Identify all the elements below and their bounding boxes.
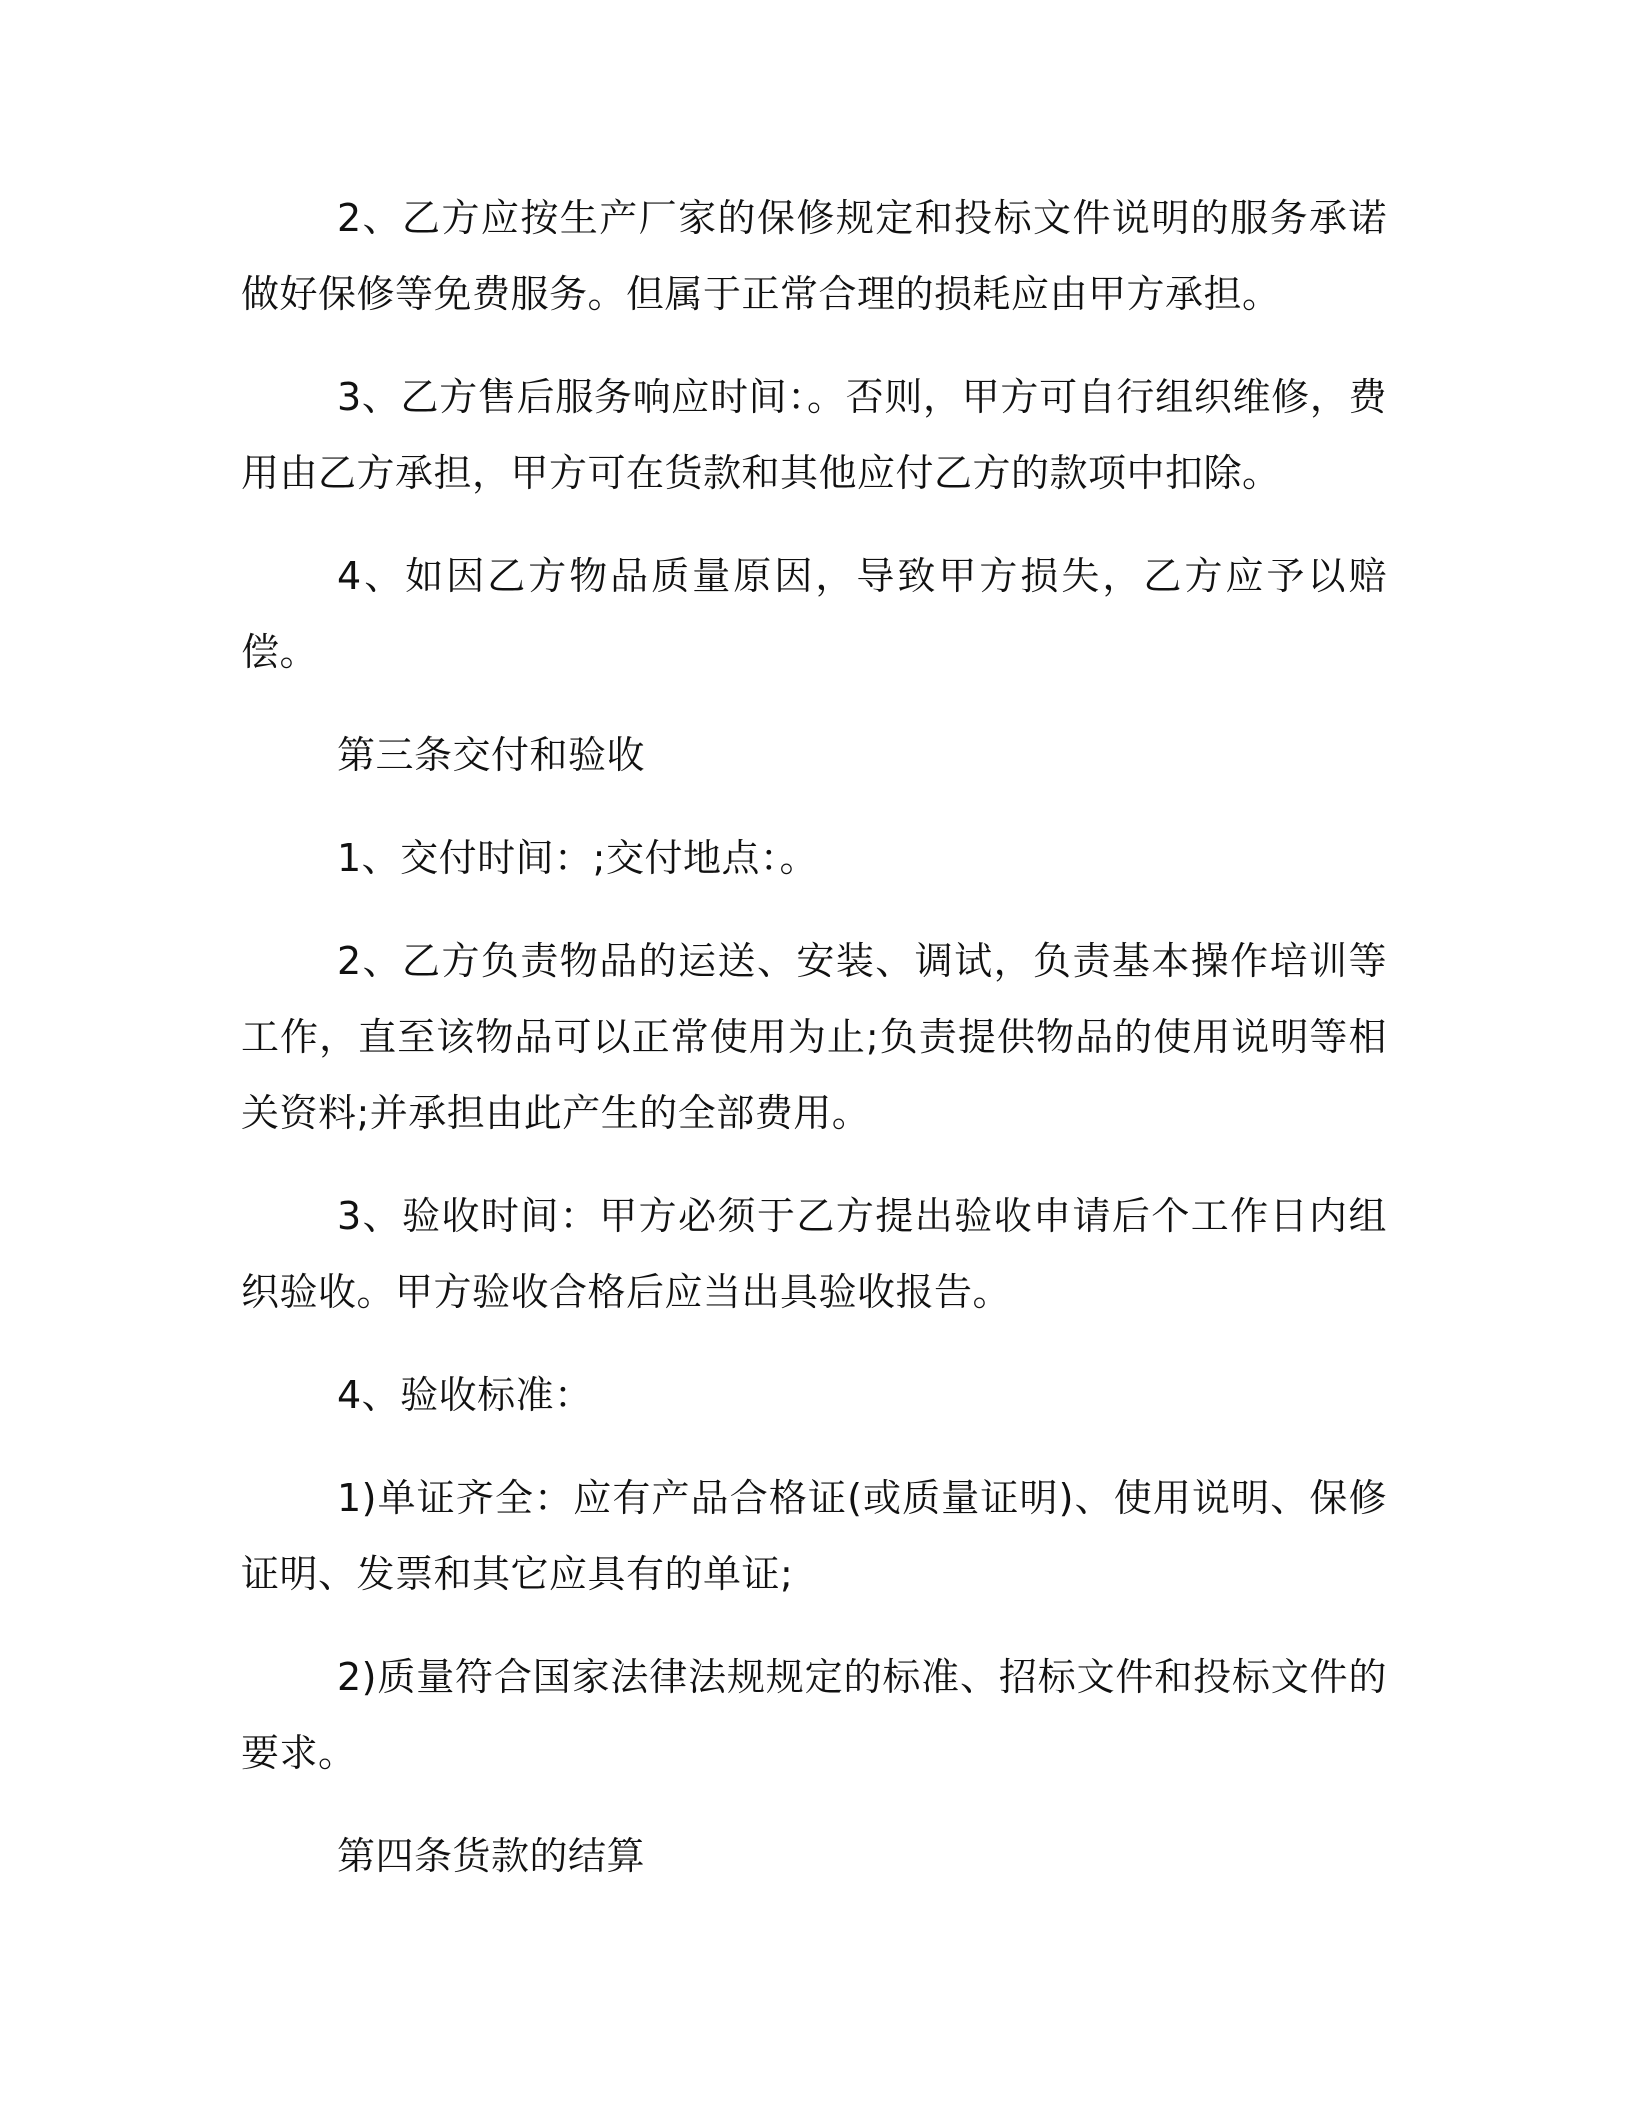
section-heading-delivery-acceptance: 第三条交付和验收 [337, 733, 646, 777]
paragraph-after-sales-response: 3、乙方售后服务响应时间：。否则，甲方可自行组织维修，费用由乙方承担，甲方可在货款和其他应付乙方的款项中扣除。 [241, 375, 1387, 495]
paragraph-transport-installation: 2、乙方负责物品的运送、安装、调试，负责基本操作培训等工作，直至该物品可以正常使用为止;负责提供物品的使用说明等相关资料;并承担由此产生的全部费用。 [241, 939, 1387, 1135]
paragraph-delivery-time-place: 1、交付时间：;交付地点：。 [337, 836, 818, 880]
paragraph-quality-requirements: 2)质量符合国家法律法规规定的标准、招标文件和投标文件的要求。 [241, 1655, 1387, 1775]
document-body [241, 180, 1387, 1921]
paragraph-warranty-service: 2、乙方应按生产厂家的保修规定和投标文件说明的服务承诺做好保修等免费服务。但属于正常合理的损耗应由甲方承担。 [241, 196, 1387, 316]
paragraph-quality-compensation: 4、如因乙方物品质量原因，导致甲方损失，乙方应予以赔偿。 [241, 554, 1387, 674]
paragraph-documents-complete: 1)单证齐全：应有产品合格证(或质量证明)、使用说明、保修证明、发票和其它应具有的单证; [241, 1476, 1387, 1596]
section-heading-payment-settlement: 第四条货款的结算 [337, 1834, 646, 1878]
paragraph-acceptance-time: 3、验收时间：甲方必须于乙方提出验收申请后个工作日内组织验收。甲方验收合格后应当出具验收报告。 [241, 1194, 1387, 1314]
paragraph-acceptance-standard: 4、验收标准： [337, 1373, 593, 1417]
